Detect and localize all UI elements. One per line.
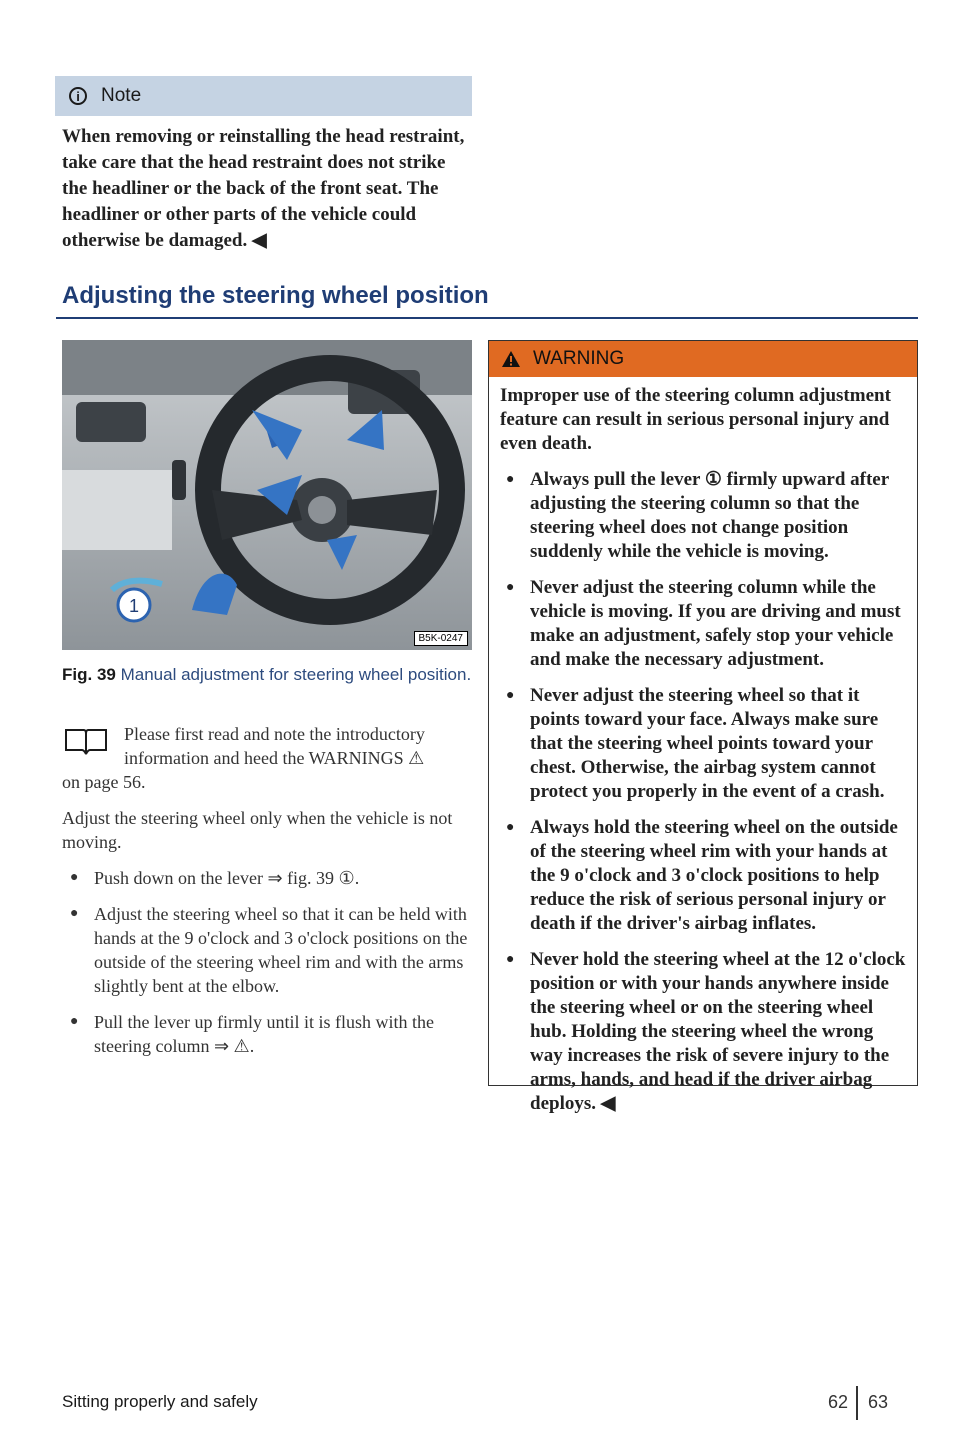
- warning-icon: [501, 350, 521, 368]
- note-title: Note: [101, 85, 142, 106]
- figure-caption: Fig. 39 Manual adjustment for steering wheel position.: [62, 665, 472, 684]
- warning-item: ● Never hold the steering wheel at the 12 o'clock position or with your hands anywhere inside the steering wheel or on the steering wheel hub. Holding the steering wheel the wrong way increases the risk of severe injury to the arms, hands, and head if the driver airbag deploys. ◀: [500, 948, 910, 1116]
- warning-title: WARNING: [533, 348, 625, 369]
- section-divider: [56, 317, 918, 319]
- book-icon: [62, 726, 110, 756]
- warning-item: ● Always pull the lever ① firmly upward after adjusting the steering column so that the steering wheel does not change position suddenly while the vehicle is moving.: [500, 468, 910, 564]
- intro-text: Please first read and note the introductory information and heed the WARNINGS ⚠: [124, 724, 425, 768]
- page-number-right: 63: [868, 1392, 889, 1412]
- page-number-left: 62: [828, 1392, 849, 1412]
- steering-wheel-figure: [62, 340, 472, 650]
- end-marker-icon: ◀: [600, 1093, 616, 1114]
- warning-intro: Improper use of the steering column adjustment feature can result in serious personal injury and even death.: [500, 385, 891, 454]
- end-marker-icon: ◀: [251, 230, 267, 251]
- warning-header: [489, 341, 917, 377]
- list-item: ● Pull the lever up firmly until it is flush with the steering column ⇒ ⚠.: [62, 1010, 472, 1058]
- footer-section: Sitting properly and safely: [62, 1392, 258, 1411]
- figure-code: B5K-0247: [414, 631, 468, 646]
- steering-wheel-illustration: [62, 340, 472, 650]
- info-icon: i: [69, 87, 87, 105]
- left-air-vent: [76, 402, 146, 442]
- list-item: ● Adjust the steering wheel so that it can be held with hands at the 9 o'clock and 3 o'clock positions on the outside of the steering wheel rim and with the arms slightly bent at the elbow.: [62, 902, 472, 998]
- warning-item: ● Always hold the steering wheel on the outside of the steering wheel rim with your hands at the 9 o'clock and 3 o'clock positions to help reduce the risk of serious personal injury or death if the driver's airbag inflates.: [500, 816, 910, 936]
- warning-item: ● Never adjust the steering column while the vehicle is moving. If you are driving and must make an adjustment, safely stop your vehicle and make the necessary adjustment.: [500, 576, 910, 672]
- warning-content: [500, 384, 910, 1116]
- adjust-intro: Adjust the steering wheel only when the vehicle is not moving.: [62, 808, 453, 852]
- list-item: ● Push down on the lever ⇒ fig. 39 ①.: [62, 866, 472, 890]
- section-title: Adjusting the steering wheel position: [62, 282, 489, 309]
- intro-page-ref: on page 56.: [62, 772, 146, 792]
- steps-list: [62, 866, 472, 1070]
- page-divider: [856, 1386, 858, 1420]
- note-text: When removing or reinstalling the head restraint, take care that the head restraint does not strike the headliner or the back of the front seat. The headliner or other parts of the vehicle could otherwise be damaged. ◀: [62, 126, 465, 251]
- warning-item: ● Never adjust the steering wheel so that it points toward your face. Always make sure that the steering wheel points toward your chest. Otherwise, the airbag system cannot protect you properly in the event of a crash.: [500, 684, 910, 804]
- lever-callout-number: 1: [128, 596, 140, 616]
- note-header: [55, 76, 472, 116]
